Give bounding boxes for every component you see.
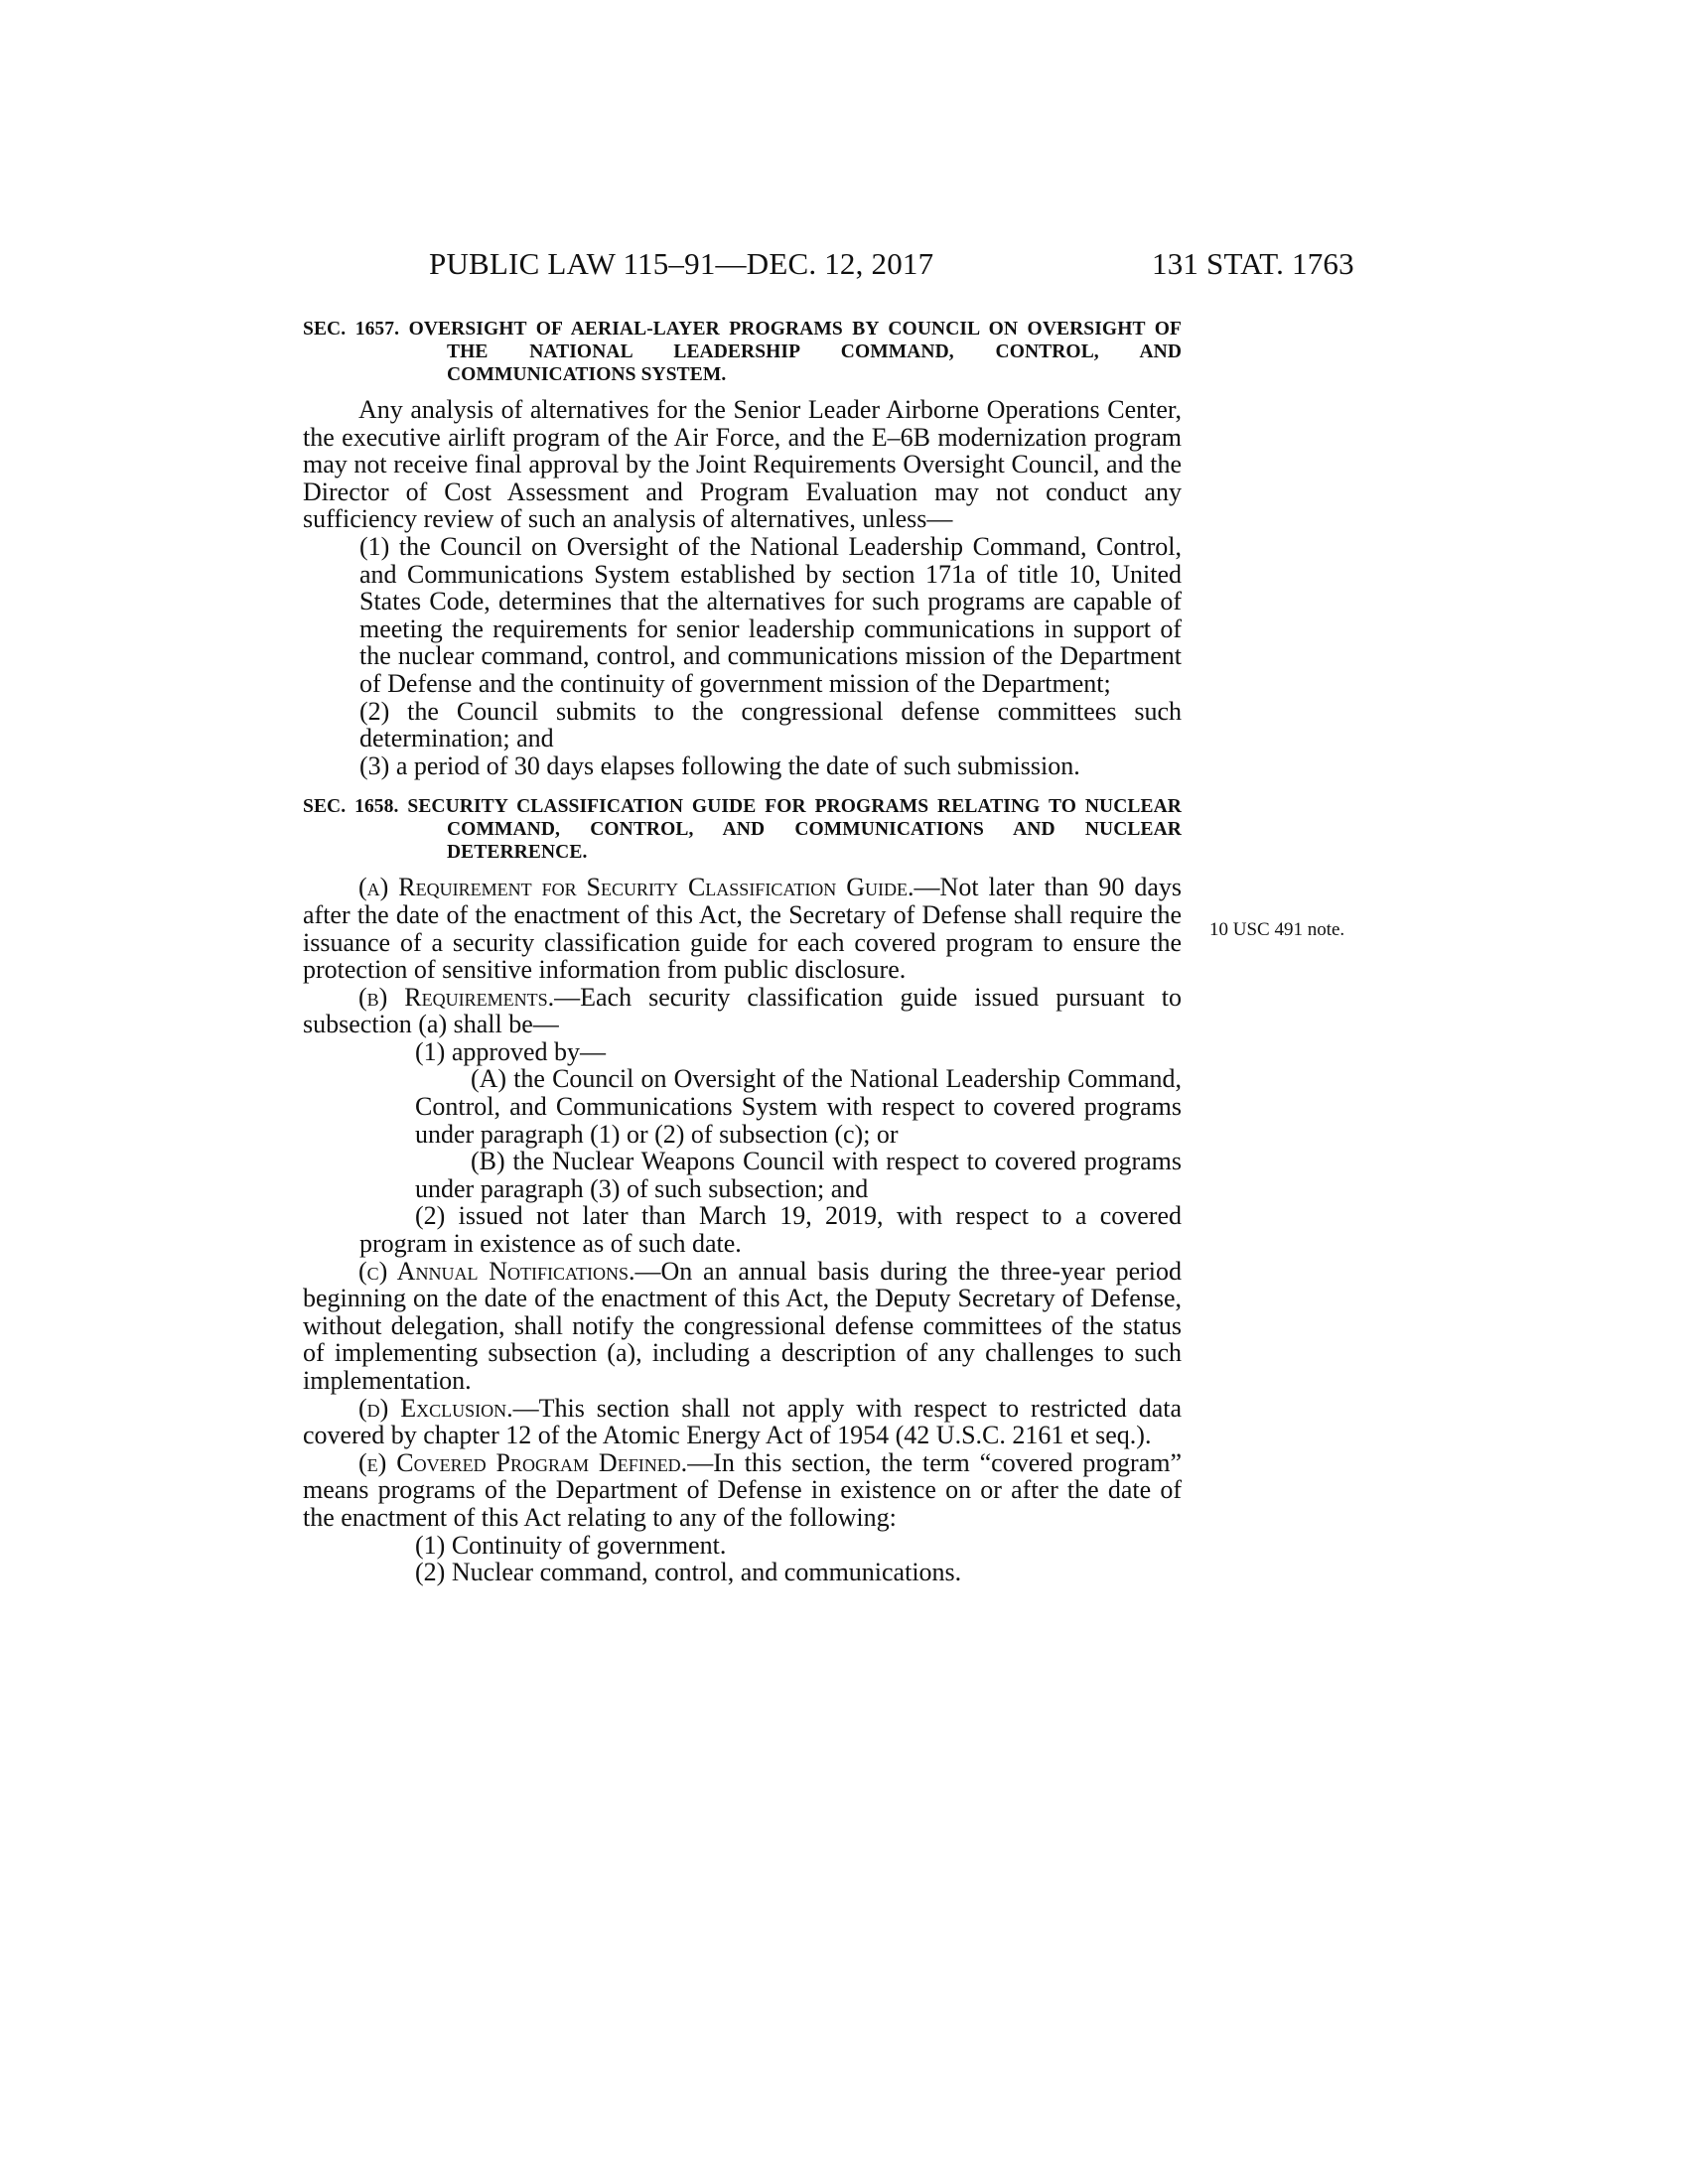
subsection-e-para-1 <box>303 1532 1182 1560</box>
subsection-d <box>303 1395 1182 1449</box>
subsection-b-text: —Each security classification guide issued pursuant to subsection (a) shall be— <box>303 982 1182 1039</box>
section-1657-para-2 <box>303 698 1182 752</box>
section-1657-para-1-text: (1) the Council on Oversight of the National Leadership Command, Control, and Communications System established by section 171a of title 10, United States Code, determines that the alternatives for such programs are capable of meeting the requirements for senior leadership communications in support of the nuclear command, control, and communications mission of the Department of Defense and the continuity of government mission of the Department; <box>359 531 1182 698</box>
subsection-b-subpara-b-text: (B) the Nuclear Weapons Council with respect to covered programs under paragraph (3) of such subsection; and <box>415 1147 1182 1203</box>
page-header <box>0 246 1688 286</box>
subsection-e-label: (e) Covered Program Defined. <box>358 1447 688 1477</box>
section-1657-para-3 <box>303 752 1182 780</box>
main-text <box>303 318 1182 1586</box>
subsection-e <box>303 1449 1182 1532</box>
subsection-b-subpara-a <box>303 1065 1182 1148</box>
subsection-b-para-1 <box>303 1038 1182 1066</box>
subsection-c-label: (c) Annual Notifications. <box>358 1256 635 1286</box>
section-1658-heading: SEC. 1658. SECURITY CLASSIFICATION GUIDE FOR PROGRAMS RELATING TO NUCLEAR COMMAND, CONTROL, AND COMMUNICATIONS AND NUCLEAR DETERRENCE. <box>303 796 1182 864</box>
subsection-d-label: (d) Exclusion. <box>358 1393 513 1423</box>
subsection-a-label: (a) Requirement for Security Classification Guide. <box>358 873 914 902</box>
subsection-d-text: —This section shall not apply with respect to restricted data covered by chapter 12 of the Atomic Energy Act of 1954 (42 U.S.C. 2161 et seq.). <box>303 1393 1182 1450</box>
section-1657-para-3-text: (3) a period of 30 days elapses following the date of such submission. <box>359 751 1080 780</box>
subsection-a-text: —Not later than 90 days after the date of the enactment of this Act, the Secretary of Defense shall require the issuance of a security classification guide for each covered program to ensure the protection of sensitive information from public disclosure. <box>303 873 1183 985</box>
subsection-b <box>303 984 1182 1038</box>
subsection-b-subpara-b <box>303 1148 1182 1202</box>
margin-note-usc: 10 USC 491 note. <box>1209 919 1345 940</box>
subsection-b-para-1-text: (1) approved by— <box>415 1036 607 1066</box>
subsection-c-text: —On an annual basis during the three-year period beginning on the date of the enactment of this Act, the Deputy Secretary of Defense, without delegation, shall notify the congressional defense committees of the status of implementing subsection (a), including a description of any challenges to such implementation. <box>303 1256 1183 1395</box>
subsection-e-para-1-text: (1) Continuity of government. <box>415 1530 727 1560</box>
running-head-title: PUBLIC LAW 115–91—DEC. 12, 2017 <box>429 246 934 281</box>
subsection-b-para-2 <box>303 1202 1182 1257</box>
subsection-e-para-2 <box>303 1559 1182 1586</box>
statute-page-number: 131 STAT. 1763 <box>1152 246 1354 281</box>
section-1657-intro: Any analysis of alternatives for the Senior Leader Airborne Operations Center, the executive airlift program of the Air Force, and the E–6B modernization program may not receive final approval by the Joint Requirements Oversight Council, and the Director of Cost Assessment and Program Evaluation may not conduct any sufficiency review of such an analysis of alternatives, unless— <box>303 395 1182 534</box>
section-1657-para-2-text: (2) the Council submits to the congressional defense committees such determination; and <box>359 696 1182 753</box>
subsection-c <box>303 1258 1182 1395</box>
subsection-b-para-2-text: (2) issued not later than March 19, 2019, with respect to a covered program in existence as of such date. <box>359 1201 1182 1259</box>
section-1657-para-1 <box>303 533 1182 698</box>
section-1657-heading: SEC. 1657. OVERSIGHT OF AERIAL-LAYER PROGRAMS BY COUNCIL ON OVERSIGHT OF THE NATIONAL LEADERSHIP COMMAND, CONTROL, AND COMMUNICATIONS SYSTEM. <box>303 319 1182 385</box>
subsection-e-text: —In this section, the term “covered program” means programs of the Department of Defense in existence on or after the date of the enactment of this Act relating to any of the following: <box>303 1447 1182 1532</box>
subsection-b-subpara-a-text: (A) the Council on Oversight of the National Leadership Command, Control, and Communications System with respect to covered programs under paragraph (1) or (2) of subsection (c); or <box>415 1064 1182 1149</box>
subsection-b-label: (b) Requirements. <box>358 982 555 1012</box>
subsection-a <box>303 874 1182 983</box>
subsection-e-para-2-text: (2) Nuclear command, control, and communications. <box>415 1558 962 1587</box>
